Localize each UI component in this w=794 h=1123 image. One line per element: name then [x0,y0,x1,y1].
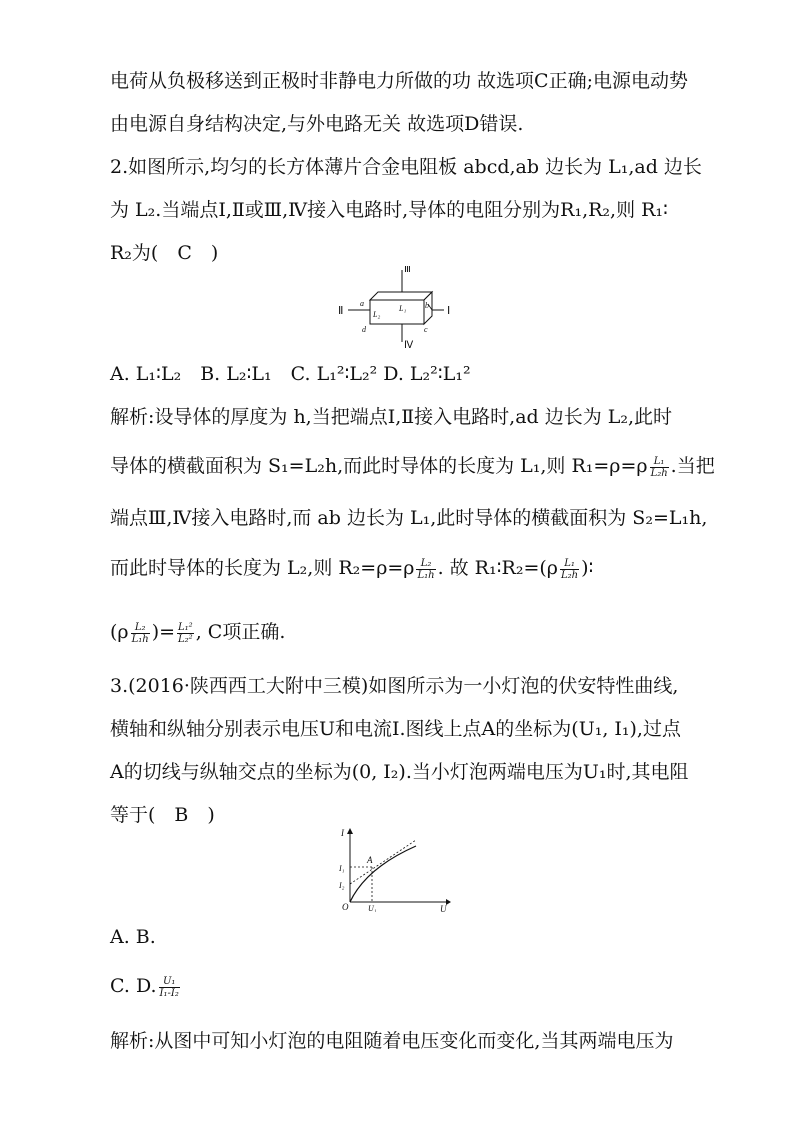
options-cd-text: C. D. [110,975,157,997]
question-3-stem: 3.(2016·陕西西工大附中三模)如图所示为一小灯泡的伏安特性曲线, [110,675,679,697]
text-line-13: 横轴和纵轴分别表示电压U和电流I.图线上点A的坐标为(U₁, I₁),过点 [110,718,681,740]
label-II: Ⅱ [338,305,344,317]
analysis-line-4-mid: . 故 R₁∶R₂=(ρ [437,557,558,579]
tick-U1: U₁ [368,904,377,912]
axis-label-I: I [341,828,344,838]
axis-label-U: U [440,904,447,912]
question-2-stem: 2.如图所示,均匀的长方体薄片合金电阻板 abcd,ab 边长为 L₁,ad 边长 [110,156,702,178]
question-3-answer: 等于( B ) [110,804,215,826]
analysis-line-5-start: (ρ [110,621,129,643]
point-A-label: A [367,855,373,865]
analysis-line-4-text: 而此时导体的长度为 L₂,则 R₂=ρ=ρ [110,557,415,579]
text-line-1: 电荷从负极移送到正极时非静电力所做的功 故选项C正确;电源电动势 [110,70,688,92]
label-L2: L₂ [373,310,381,319]
fraction-6: $\frac{\text{U₁}}{\text{I₁-I₂}}$ [159,975,179,999]
question-2-options: A. L₁∶L₂ B. L₂∶L₁ C. L₁²∶L₂² D. L₂²∶L₁² [110,363,471,385]
analysis-line-3: 端点Ⅲ,Ⅳ接入电路时,而 ab 边长为 L₁,此时导体的横截面积为 S₂=L₁h, [110,507,708,529]
label-III: Ⅲ [404,266,411,275]
fraction-4: $\frac{\text{L₂}}{\text{L₁h}}$ [131,621,149,645]
text-line-14: A的切线与纵轴交点的坐标为(0, I₂).当小灯泡两端电压为U₁时,其电阻 [110,761,689,783]
analysis-line-5-tail: , C项正确. [195,621,286,643]
label-a: a [360,299,364,308]
text-line-2: 由电源自身结构决定,与外电路无关 故选项D错误. [110,113,524,135]
origin-label: O [342,902,349,912]
question-3-options-ab: A. B. [110,926,156,948]
label-L1: L₁ [399,304,407,313]
analysis-line-1: 解析:设导体的厚度为 h,当把端点Ⅰ,Ⅱ接入电路时,ad 边长为 L₂,此时 [110,406,673,428]
question-2-answer: R₂为( C ) [110,242,219,264]
tick-I2: I₂ [339,881,345,890]
fraction-5: $\frac{\text{L₁²}}{\text{L₂²}}$ [178,621,193,645]
iv-curve-figure [336,826,452,912]
fraction-1: $\frac{\text{L₁}}{\text{L₂h}}$ [650,455,668,479]
analysis-line-2-tail: .当把 [670,455,715,477]
resistor-plate-figure [336,266,461,350]
fraction-3: $\frac{\text{L₁}}{\text{L₂h}}$ [560,557,579,581]
analysis-line-2-text: 导体的横截面积为 S₁=L₂h,而此时导体的长度为 L₁,则 R₁=ρ=ρ [110,455,648,477]
label-d: d [362,325,366,334]
analysis-line-2 [110,454,715,479]
analysis-line-5 [110,620,285,645]
tick-I1: I₁ [339,864,345,873]
label-I: Ⅰ [447,305,451,317]
label-IV: Ⅳ [404,340,414,350]
analysis-line-5-eq: )= [151,621,176,643]
label-c: c [424,325,428,334]
analysis-3-line-1: 解析:从图中可知小灯泡的电阻随着电压变化而变化,当其两端电压为 [110,1030,674,1052]
text-line-4: 为 L₂.当端点Ⅰ,Ⅱ或Ⅲ,Ⅳ接入电路时,导体的电阻分别为R₁,R₂,则 R₁∶ [110,199,668,221]
analysis-line-4-tail: )∶ [581,557,594,579]
question-3-options-cd [110,974,182,999]
fraction-2: $\frac{\text{L₂}}{\text{L₁h}}$ [417,557,435,581]
analysis-line-4 [110,556,593,581]
label-b: b [425,301,429,310]
